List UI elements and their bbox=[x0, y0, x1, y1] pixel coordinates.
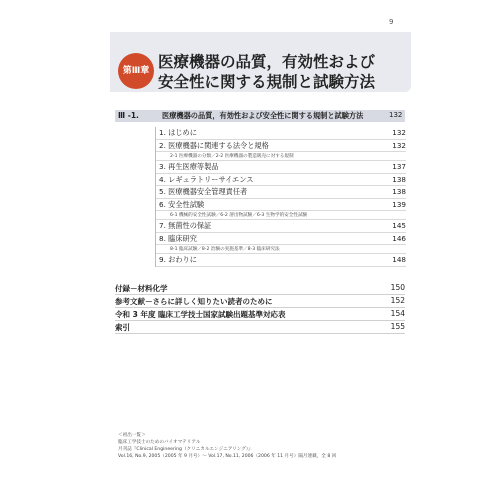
toc-subitems: 2-1 医療機器の分類／2-2 医療機器の製造販売に対する規制 bbox=[156, 152, 406, 161]
appendix-item-page: 152 bbox=[390, 296, 405, 305]
toc-item-label: 7. 無菌性の保証 bbox=[159, 221, 212, 230]
toc-item-page: 138 bbox=[392, 174, 406, 184]
toc-item[interactable] bbox=[156, 174, 406, 187]
toc-item-page: 132 bbox=[392, 140, 406, 150]
toc-item-label: 5. 医療機器安全管理責任者 bbox=[159, 187, 248, 196]
chapter-title-line2: 安全性に関する規制と試験方法 bbox=[158, 73, 376, 91]
footnote-line: 臨床工学技士のためのバイオマテリアル bbox=[118, 440, 201, 445]
toc-item-label: 3. 再生医療等製品 bbox=[159, 162, 219, 171]
appendix-list bbox=[115, 282, 405, 334]
toc-subitems: 8-1 臨床試験／8-2 治験の実施基準／8-3 臨床研究法 bbox=[156, 245, 406, 254]
section-label: Ⅲ -1. bbox=[118, 111, 139, 120]
toc-item[interactable] bbox=[156, 199, 406, 212]
toc-item-label: 4. レギュラトリーサイエンス bbox=[159, 174, 254, 184]
appendix-item-label: 付録－材料化学 bbox=[115, 284, 168, 293]
appendix-item-page: 150 bbox=[390, 283, 405, 292]
appendix-item[interactable] bbox=[115, 308, 405, 321]
footnote bbox=[118, 432, 336, 460]
toc-item-label: 6. 安全性試験 bbox=[159, 199, 205, 209]
chapter-title bbox=[158, 52, 408, 92]
footnote-line: ＜初出一覧＞ bbox=[118, 433, 146, 438]
appendix-item-label: 索引 bbox=[115, 323, 130, 332]
toc-item-label: 1. はじめに bbox=[159, 128, 197, 137]
appendix-item-label: 参考文献－さらに詳しく知りたい読者のために bbox=[115, 297, 273, 306]
toc-item[interactable] bbox=[156, 233, 406, 246]
toc-item-page: 146 bbox=[392, 233, 406, 243]
toc-item-page: 145 bbox=[392, 221, 406, 230]
chapter-title-line1: 医療機器の品質，有効性および bbox=[158, 53, 376, 71]
chapter-badge: 第Ⅲ章 bbox=[118, 53, 154, 89]
toc-item[interactable] bbox=[156, 254, 406, 267]
toc-item[interactable] bbox=[156, 140, 406, 153]
toc-item-page: 148 bbox=[392, 255, 406, 264]
footnote-line: Vol.16, No.9, 2005（2005 年 9 月号）～ Vol.17, No.11, 2006（2006 年 11 月号）隔月連載，全 8 回 bbox=[118, 454, 337, 459]
toc-item-page: 138 bbox=[392, 187, 406, 196]
toc-item-page: 139 bbox=[392, 199, 406, 209]
page-number: 9 bbox=[389, 18, 394, 26]
toc-item[interactable] bbox=[156, 220, 406, 233]
toc-item[interactable] bbox=[156, 161, 406, 174]
appendix-item[interactable] bbox=[115, 321, 405, 334]
toc-subitems: 6-1 機械的安全性試験／6-2 溶出物試験／6-3 生物学的安全性試験 bbox=[156, 211, 406, 220]
toc-item-page: 132 bbox=[392, 128, 406, 137]
footnote-line: 月刊誌『Clinical Engineering（クリニカルエンジニアリング）』 bbox=[118, 447, 253, 452]
toc-item-label: 2. 医療機器に関連する法令と規格 bbox=[159, 140, 269, 150]
appendix-item[interactable] bbox=[115, 295, 405, 308]
toc-item-label: 9. おわりに bbox=[159, 255, 197, 264]
section-page: 132 bbox=[389, 111, 403, 119]
appendix-item-label: 令和 3 年度 臨床工学技士国家試験出題基準対応表 bbox=[115, 310, 286, 319]
appendix-item-page: 155 bbox=[390, 322, 405, 331]
toc-item-label: 8. 臨床研究 bbox=[159, 233, 197, 243]
toc-item[interactable] bbox=[156, 186, 406, 199]
appendix-item[interactable] bbox=[115, 282, 405, 295]
toc-item-page: 137 bbox=[392, 162, 406, 171]
toc-item[interactable] bbox=[156, 127, 406, 140]
section-title[interactable]: 医療機器の品質，有効性および安全性に関する規制と試験方法 bbox=[162, 111, 364, 120]
appendix-item-page: 154 bbox=[390, 309, 405, 318]
toc-list bbox=[155, 127, 406, 267]
